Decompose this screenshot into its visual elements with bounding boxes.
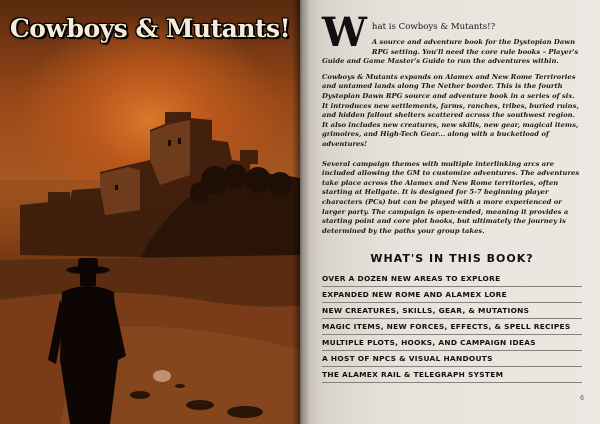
toc-item: EXPANDED NEW ROME AND ALAMEX LORE [322,287,582,303]
toc-heading: WHAT'S IN THIS BOOK? [370,252,534,266]
text-page [300,0,600,424]
intro-title: hat is Cowboys & Mutants!? [371,22,496,32]
intro-section [322,9,582,67]
intro-paragraph-2: Cowboys & Mutants expands on Alamex and New Rome Terrirories and untamed lands along The Nether border. This is the fourth Dystopian Dawn RPG source and adventure book in a series of six. It introduces new settlements, farms, ranches, tribes, buried ruins, and hidden fallout shelters scattered across the southwest region. It also includes new creatures, new skills, new gear, magical items, grimoires, and High-Tech Gear... along with a bucketload of adventures! [322,72,579,148]
toc-item: A HOST OF NPCS & VISUAL HANDOUTS [322,351,582,367]
toc-item: THE ALAMEX RAIL & TELEGRAPH SYSTEM [322,367,582,383]
drop-cap: W [322,9,367,56]
toc-list [322,271,582,383]
toc-item: MAGIC ITEMS, NEW FORCES, EFFECTS, & SPELL RECIPES [322,319,582,335]
intro-paragraph-3: Several campaign themes with multiple interlinking arcs are included allowing the GM to customize adventures. The adventures take place across the Alamex and New Rome territories, often starting at Hellgate. It is designed for 5-7 beginning player characters (PCs) but can be played with a more experienced or larger party. The campaign is open-ended, meaning it provides a starting point and core plot hooks, but ultimately the journey is determined by the paths your group takes. [322,159,580,235]
toc-item: NEW CREATURES, SKILLS, GEAR, & MUTATIONS [322,303,582,319]
toc-item: MULTIPLE PLOTS, HOOKS, AND CAMPAIGN IDEAS [322,335,582,351]
cover-title: Cowboys & Mutants! [9,14,291,43]
toc-item: OVER A DOZEN NEW AREAS TO EXPLORE [322,271,582,287]
page-number: 6 [580,395,584,402]
book-gutter [292,0,310,424]
intro-paragraph-1: A source and adventure book for the Dystopian Dawn RPG setting. You'll need the core rule books – Player's Guide and Game Master's Guide to run the adventures within. [322,38,579,66]
